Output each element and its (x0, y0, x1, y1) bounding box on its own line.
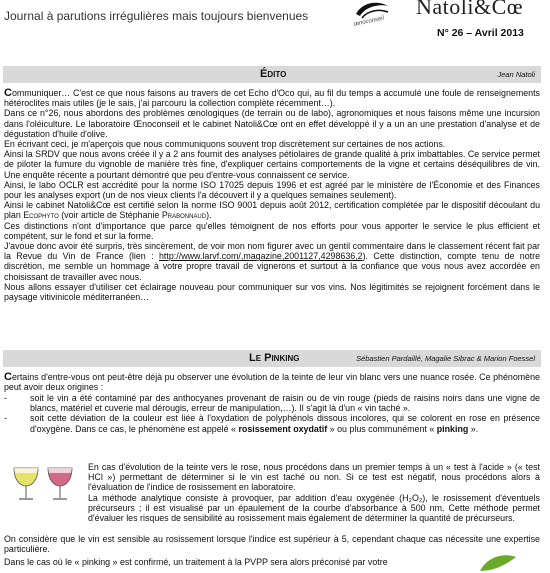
edito-paragraph: En écrivant ceci, je m'aperçois que nous communiquons souvent trop discrètement sur certaines de nos actions. (4, 139, 446, 150)
pinking-paragraph: Dans le cas où le « pinking » est confirmé, un traitement à la PVPP sera alors préconisé par votre (4, 557, 388, 567)
pinking-authors: Sébastien Pardaillé, Magalie Sibrac & Marion Foessel (356, 354, 535, 363)
edito-body (4, 88, 540, 302)
pinking-intro (4, 372, 540, 392)
tagline: Journal à parutions irrégulières mais toujours bienvenues (4, 9, 309, 23)
pinking-p1: Certains d'entre-vous ont peut-être déjà pu observer une évolution de la teinte de leur vin blanc vers une nuance rosée. Ce phénomène peut avoir deux origines : (4, 371, 540, 393)
brand-logo: Natoli&Cœ (416, 0, 524, 19)
larvf-link[interactable]: http://www.larvf.com/,magazine,2001127,4298636,2 (159, 251, 363, 262)
pinking-conclusion (4, 534, 540, 554)
edito-paragraph: Ces distinctions n'ont d'importance que parce qu'elles témoignent de nos efforts pour vous apporter le service le plus efficient et compétent, sur le fond et sur la forme. (4, 220, 540, 241)
edito-paragraph: Nous allons essayer d'utiliser cet éclairage nouveau pour communiquer sur vos vins. Nos légitimités se rejoignent forcément dans le paysage vitivinicole méditerranéen… (4, 281, 540, 303)
leaf-icon (478, 553, 518, 573)
pinking-method-text (88, 462, 540, 523)
pinking-paragraph: La méthode analytique consiste à provoquer, par addition d'eau oxygénée (H₂O₂), le rosissement d'éventuels précurseurs ; il est visualisé par un épaulement de la courbe d'absorbance à 500 nm. Cette méthode permet d'évaluer les risques de sensibilité au rosissement mais également de déterminer la quantité de précurseurs. (88, 492, 540, 524)
header (0, 0, 550, 40)
edito-paragraph (4, 88, 540, 108)
oenoconseil-logo-text: œnoconseil (353, 15, 385, 28)
issue-number: N° 26 – Avril 2013 (437, 27, 524, 39)
list-item: - soit le vin a été contaminé par des anthocyanes provenant de raisin ou de vin rouge (pieds de raisins noirs dans une vigne de blancs, matériel et cuverie mal dérougis, erreur de manipulation,…). Il s'agit là d'un « vin taché ». (4, 393, 540, 414)
pinking-heading-band (3, 350, 541, 367)
pinking-treatment (4, 557, 474, 567)
pinking-title: Le Pinking (249, 352, 300, 364)
edito-heading-band (3, 66, 541, 83)
pinking-paragraph: On considère que le vin est sensible au rosissement lorsque l'indice est supérieur à 5, cependant chaque cas nécessite une expertise particulière. (4, 534, 540, 555)
wine-glasses-icon (8, 464, 80, 504)
pinking-list (4, 393, 540, 434)
edito-title: Édito (260, 68, 287, 80)
pinking-paragraph: En cas d'évolution de la teinte vers le rose, nous procédons dans un premier temps à un « test à l'acide » (« test HCl ») permettant de déterminer si le vin est taché ou non. Si ce test est négatif, nous procédons alors à l'évaluation de l'indice de rosissement en laboratoire. (88, 462, 540, 493)
list-item: - soit cette déviation de la couleur est liée à l'oxydation de polyphénols dissous incolores, qui se colorent en rose en présence d'oxygène. Dans ce cas, le phénomène est appelé « rosissement oxydatif » ou plus communément « pinking ». (4, 413, 540, 434)
edito-paragraph: Dans ce n°26, nous abordons des problèmes œnologiques (de terrain ou de labo), agronomiques et nous faisons même une incursion dans l'oléiculture. Le laboratoire Œnoconseil et le cabinet Natoli&Cœ ont en effet développé il y a un an une prestation d'analyse et de dégustation d'huile d'olive. (4, 108, 540, 139)
edito-paragraph: Ainsi, le labo OCLR est accrédité pour la norme ISO 17025 depuis 1996 et est agréé par le ministère de l'Économie et des Finances pour les analyses export (un de nos vieux clients l'a découvert il y a quelques semaines seulement). (4, 179, 540, 201)
edito-paragraph: Ainsi le cabinet Natoli&Cœ est certifié selon la norme ISO 9001 depuis août 2012, certification complétée par le dispositif découlant du plan Ecophyto (voir article de Stéphanie Prabonnaud). (4, 200, 540, 221)
edito-p1: Communiquer… C'est ce que nous faisons au travers de cet Echo d'Oco qui, au fil du temps a accumulé une foule de renseignements hétéroclites mais utiles (je le sais, j'ai parcouru la collection complète récemment…). (4, 87, 540, 109)
edito-paragraph: Ainsi la SRDV que nous avons créée il y a 2 ans fournit des analyses pétiolaires de grande qualité à prix imbattables. Ce service permet de piloter la fumure du vignoble de manière très fine, d'expliquer certains comportements de la vigne et certains déséquilibres de vin. Une enquête récente a pourtant démontré que peu d'entre-vous connaissent ce service. (4, 149, 540, 180)
edito-paragraph: J'avoue donc avoir été surpris, très sincèrement, de voir mon nom figurer avec un gentil commentaire dans le classement récent fait par la Revue du Vin de France (lien : http://www.larvf.com/,magazine,2001127,4298636,2). Cette distinction, compte tenu de notre discrétion, me semble un hommage à votre propre travail de vignerons et surtout à la confiance que vous nous avez accordée en choisissant de travailler avec nous. (4, 241, 541, 282)
edito-author: Jean Natoli (497, 70, 535, 79)
